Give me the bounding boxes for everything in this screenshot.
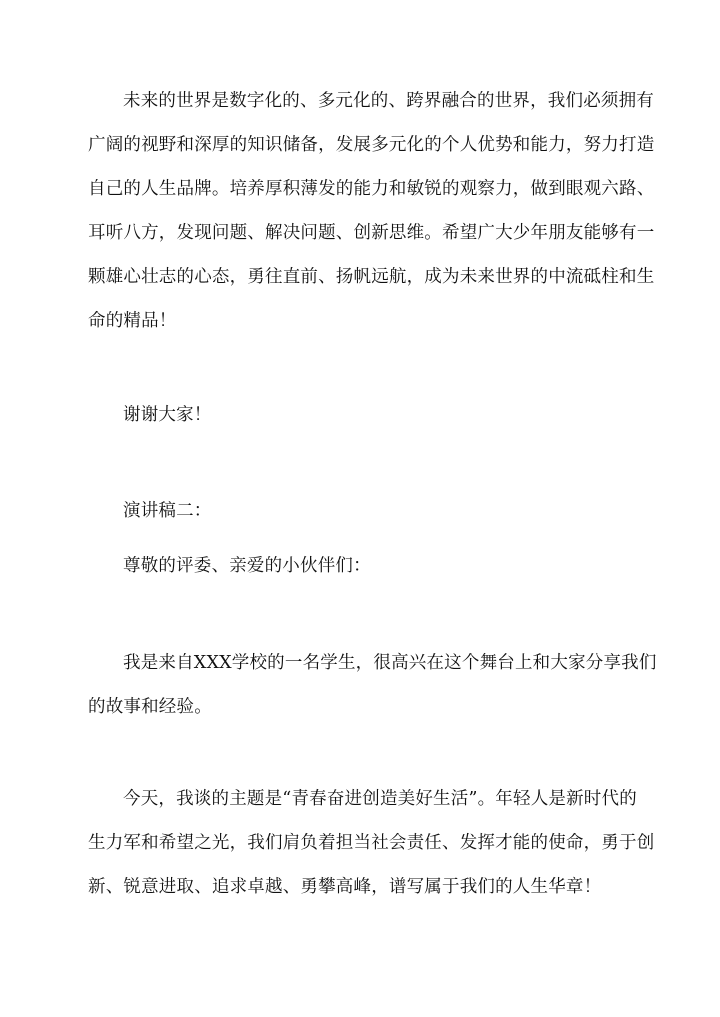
text-line: 自己的人生品牌。培养厚积薄发的能力和敏锐的观察力，做到眼观六路、 <box>88 179 655 199</box>
text-line: 谢谢大家！ <box>123 405 212 425</box>
text-line: 新、锐意进取、追求卓越、勇攀高峰，谱写属于我们的人生华章！ <box>88 877 602 897</box>
paragraph-salutation <box>88 547 636 585</box>
paragraph-speech-two-heading <box>88 492 636 530</box>
text-line: 命的精品！ <box>88 311 177 331</box>
text-line: 的故事和经验。 <box>88 697 212 717</box>
text-line: 未来的世界是数字化的、多元化的、跨界融合的世界，我们必须拥有 <box>123 91 654 111</box>
text-line: 生力军和希望之光，我们肩负着担当社会责任、发挥才能的使命，勇于创 <box>88 833 655 853</box>
text-line: 颗雄心壮志的心态，勇往直前、扬帆远航，成为未来世界的中流砥柱和生 <box>88 267 655 287</box>
paragraph-self-intro <box>88 644 657 726</box>
text-line: 今天，我谈的主题是“青春奋进创造美好生活”。年轻人是新时代的 <box>123 789 637 809</box>
text-line: 尊敬的评委、亲爱的小伙伴们： <box>123 556 371 576</box>
text-line: 广阔的视野和深厚的知识储备，发展多元化的个人优势和能力，努力打造 <box>88 135 655 155</box>
text-line: 我是来自XXX学校的一名学生，很高兴在这个舞台上和大家分享我们 <box>123 653 657 673</box>
paragraph-theme <box>88 780 655 906</box>
text-line: 演讲稿二： <box>123 501 212 521</box>
paragraph-thanks <box>88 396 636 434</box>
text-line: 耳听八方，发现问题、解决问题、创新思维。希望广大少年朋友能够有一 <box>88 223 655 243</box>
paragraph-future-world <box>88 82 655 340</box>
